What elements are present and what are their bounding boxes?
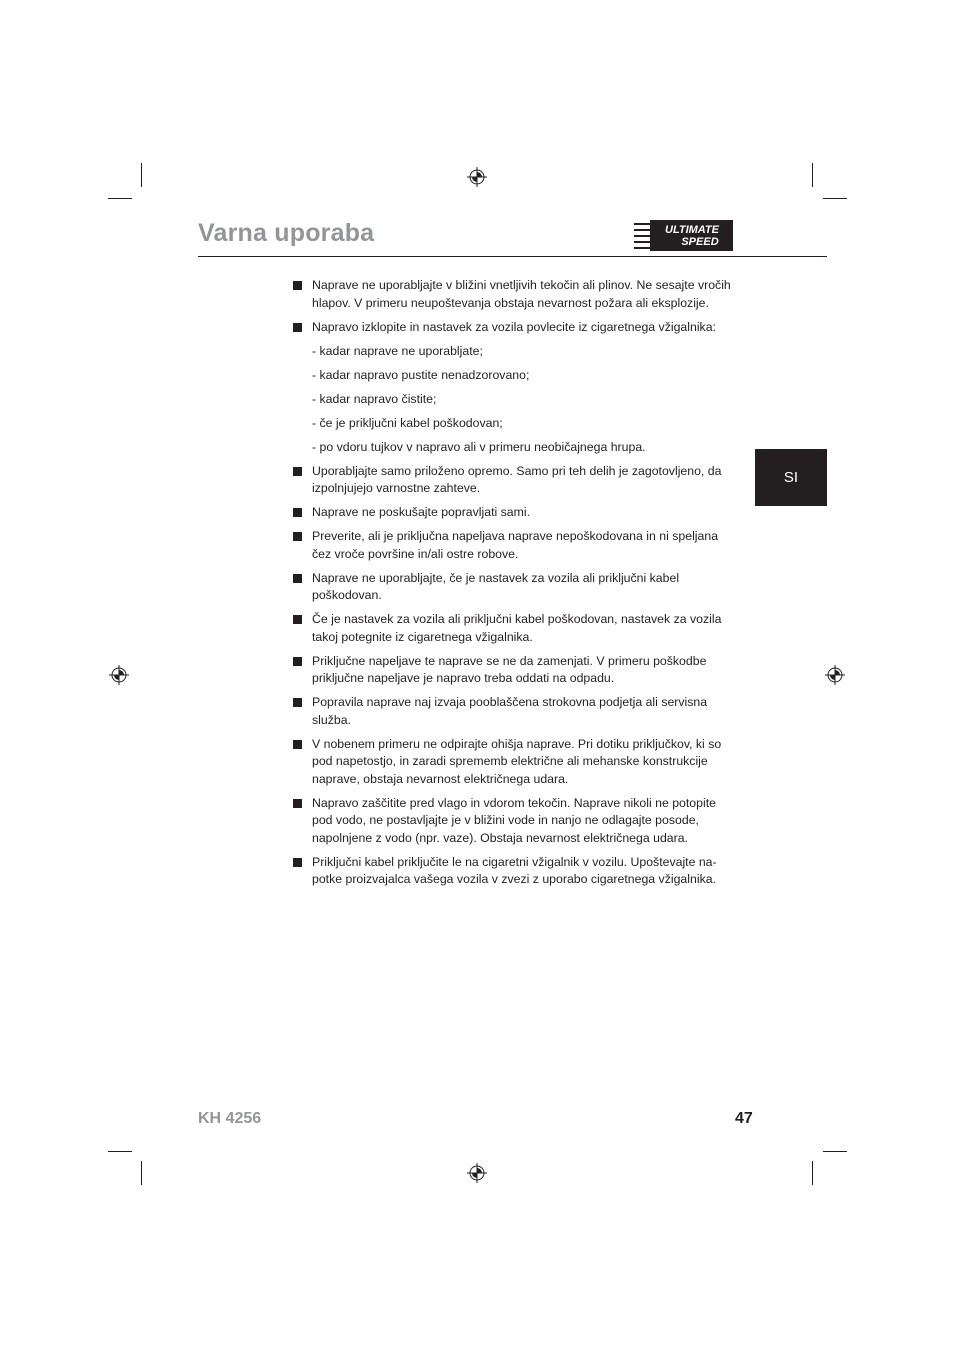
- list-item-text: Če je nastavek za vozila ali priključni kabel poškodovan, nastavek za vozila takoj potegnite iz cigaretnega vžigalnika.: [312, 612, 722, 644]
- header-divider: [198, 256, 827, 257]
- language-tab: SI: [755, 449, 827, 506]
- list-item-text: Uporabljajte samo priloženo opremo. Samo pri teh delih je zagotovljeno, da izpolnjujejo varnostne zahteve.: [312, 463, 722, 495]
- square-bullet-icon: [293, 799, 302, 808]
- model-number: KH 4256: [198, 1110, 262, 1127]
- crop-mark: [108, 1151, 132, 1152]
- sub-list-item: - kadar napravo pustite nenadzorovano;: [312, 367, 530, 382]
- list-item-text: Naprave ne uporabljajte v bližini vnetljivih tekočin ali plinov. Ne sesajte vročih hlapov. V primeru neupoštevanja obstaja nevarnost požara ali eksplozije.: [312, 278, 731, 310]
- crop-mark: [108, 198, 132, 199]
- list-item-text: Priključni kabel priključite le na cigaretni vžigalnik v vozilu. Upoštevajte na-potke proizvajalca vašega vozila v zvezi z uporabo cigaretnega vžigalnika.: [312, 854, 717, 886]
- square-bullet-icon: [293, 858, 302, 867]
- list-item: [293, 504, 739, 522]
- logo-line-2: SPEED: [681, 236, 719, 248]
- list-item: [293, 319, 739, 337]
- crop-mark: [141, 163, 142, 187]
- list-item: [293, 795, 739, 848]
- list-item: [293, 653, 739, 688]
- sub-list-item: - po vdoru tujkov v napravo ali v primeru neobičajnega hrupa.: [312, 439, 646, 454]
- square-bullet-icon: [293, 467, 302, 476]
- crop-mark: [812, 163, 813, 187]
- list-item: [293, 854, 739, 889]
- square-bullet-icon: [293, 323, 302, 332]
- logo-line-1: ULTIMATE: [665, 224, 719, 236]
- crop-mark: [141, 1161, 142, 1185]
- list-item-text: Napravo zaščitite pred vlago in vdorom tekočin. Naprave nikoli ne potopite pod vodo, ne postavljajte je v bližini vode in nanjo ne odlagajte posode, napolnjene z vodo (npr. vaze). Obstaja nevarnost električnega udara.: [312, 795, 716, 845]
- registration-mark-icon: [467, 167, 487, 187]
- square-bullet-icon: [293, 281, 302, 290]
- crop-mark: [823, 1151, 847, 1152]
- list-item: [293, 277, 739, 312]
- list-item-text: Napravo izklopite in nastavek za vozila povlecite iz cigaretnega vžigalnika:: [312, 319, 716, 334]
- list-item-text: Popravila naprave naj izvaja pooblaščena strokovna podjetja ali servisna služba.: [312, 695, 708, 727]
- list-item: [293, 463, 739, 498]
- list-item: [293, 736, 739, 789]
- square-bullet-icon: [293, 657, 302, 666]
- square-bullet-icon: [293, 574, 302, 583]
- square-bullet-icon: [293, 740, 302, 749]
- sub-list-item: - kadar napravo čistite;: [312, 391, 437, 406]
- page-number: 47: [735, 1110, 753, 1127]
- safety-instructions-list: [293, 277, 739, 895]
- page-title: Varna uporaba: [198, 219, 375, 247]
- crop-mark: [812, 1161, 813, 1185]
- registration-mark-icon: [825, 665, 845, 685]
- sub-list-item: - če je priključni kabel poškodovan;: [312, 415, 503, 430]
- square-bullet-icon: [293, 615, 302, 624]
- list-item: [293, 611, 739, 646]
- list-item-text: Naprave ne poskušajte popravljati sami.: [312, 505, 531, 519]
- square-bullet-icon: [293, 698, 302, 707]
- brand-logo: [634, 219, 733, 251]
- crop-mark: [823, 198, 847, 199]
- square-bullet-icon: [293, 508, 302, 517]
- list-item-text: Preverite, ali je priključna napeljava naprave nepoškodovana in ni speljana čez vroče površine in/ali ostre robove.: [312, 529, 719, 561]
- registration-mark-icon: [109, 665, 129, 685]
- registration-mark-icon: [467, 1163, 487, 1183]
- list-item: [293, 694, 739, 729]
- list-item-text: V nobenem primeru ne odpirajte ohišja naprave. Pri dotiku priključkov, ki so pod napetostjo, in zaradi sprememb električne ali mehanske konstrukcije naprave, obstaja nevarnost električnega udara.: [312, 736, 722, 786]
- sub-list-item: - kadar naprave ne uporabljate;: [312, 343, 483, 358]
- square-bullet-icon: [293, 532, 302, 541]
- list-item-text: Naprave ne uporabljajte, če je nastavek za vozila ali priključni kabel poškodovan.: [312, 570, 680, 602]
- list-item: [293, 528, 739, 563]
- list-item-text: Priključne napeljave te naprave se ne da zamenjati. V primeru poškodbe priključne napeljave je napravo treba oddati na odpadu.: [312, 653, 707, 685]
- list-item: [293, 570, 739, 605]
